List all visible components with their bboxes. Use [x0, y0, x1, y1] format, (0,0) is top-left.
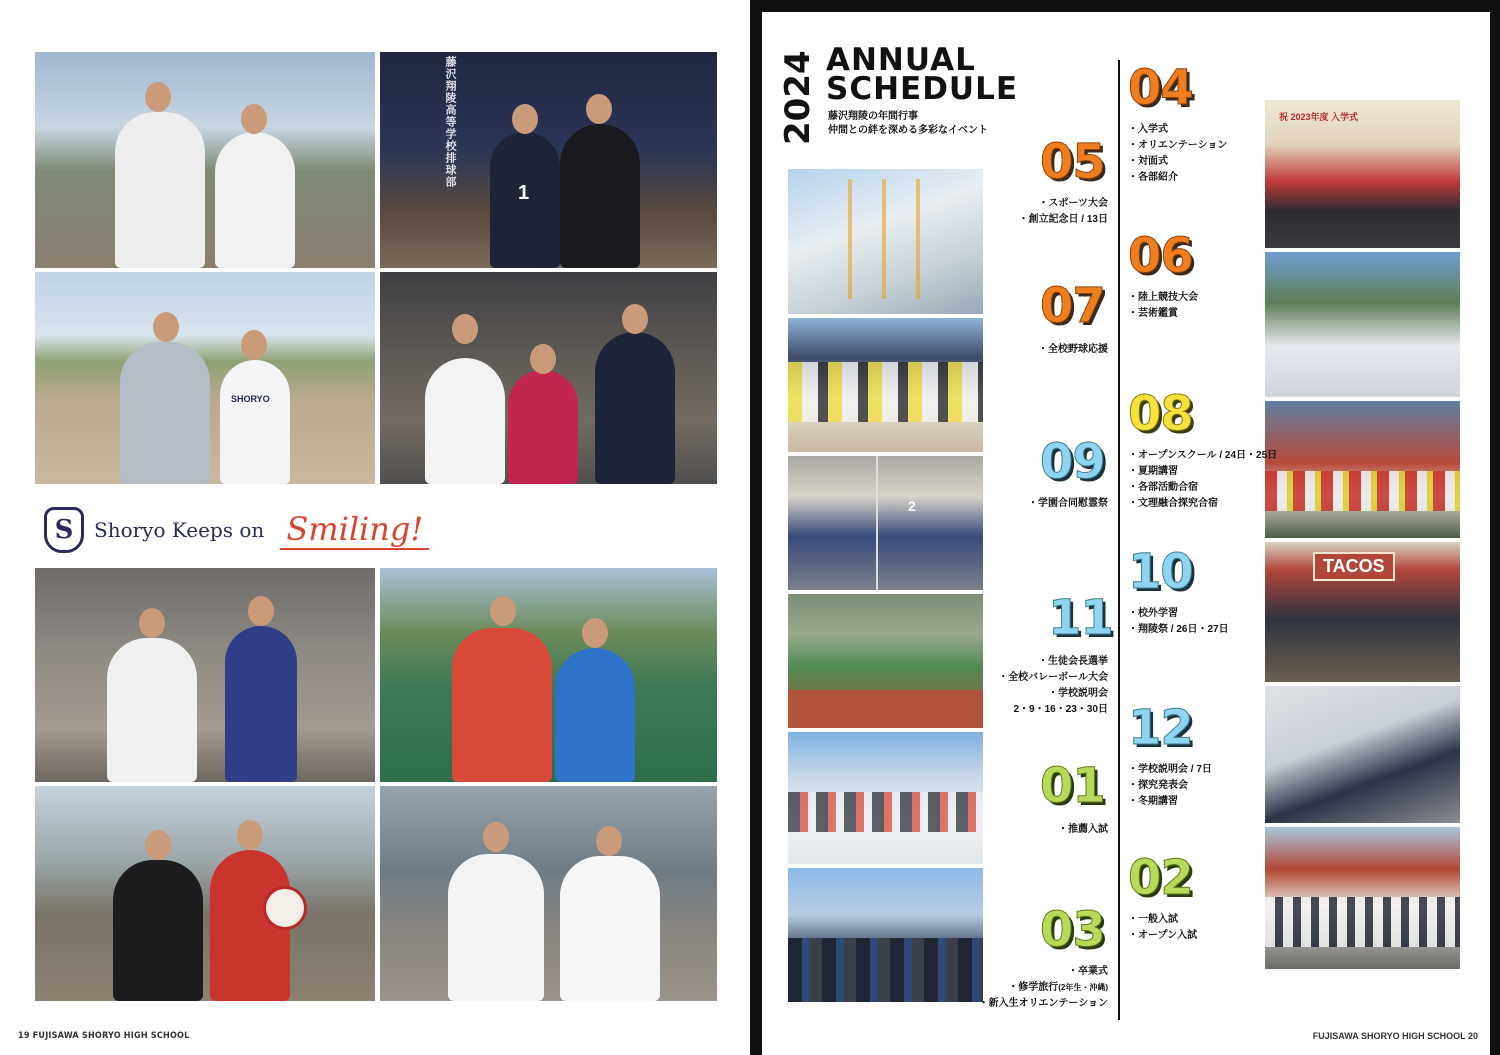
- person-coach: [115, 112, 205, 268]
- event-item: ・ 芸術鑑賞: [1128, 306, 1198, 322]
- photo-graduation: [788, 868, 983, 1002]
- event-item: ・ スポーツ大会: [1019, 196, 1108, 212]
- person-head: [237, 820, 263, 850]
- event-item: ・ 創立記念日 / 13日: [1019, 212, 1108, 228]
- event-item: ・ 陸上競技大会: [1128, 290, 1198, 306]
- person-head: [153, 312, 179, 342]
- timeline-line: [1118, 60, 1120, 1020]
- person-athlete: [220, 360, 290, 484]
- event-item: ・ 冬期講習: [1128, 794, 1212, 810]
- event-item: ・ オープンスクール / 24日・25日: [1128, 448, 1277, 464]
- track-lane: [788, 690, 983, 728]
- event-trip-note: (2年生・沖縄): [1058, 983, 1108, 992]
- photo-table-tennis: [380, 272, 717, 484]
- events-02: [1128, 912, 1197, 944]
- event-item: ・ 対面式: [1128, 154, 1227, 170]
- person-coach: [452, 628, 552, 782]
- month-11: 11: [1048, 590, 1113, 646]
- person-head: [490, 596, 516, 626]
- school-logo-icon: S: [44, 507, 84, 553]
- person-head: [145, 82, 171, 112]
- event-item: ・ 全校バレーボール大会: [998, 670, 1108, 686]
- person-coach: [120, 342, 210, 484]
- slogan-script-word: Smiling!: [280, 510, 429, 550]
- event-item: ・ オリエンテーション: [1128, 138, 1227, 154]
- person-head: [483, 822, 509, 852]
- person-player: [555, 648, 635, 782]
- photo-volleyball: [380, 52, 717, 268]
- events-05: [1019, 196, 1108, 228]
- person-head: [622, 304, 648, 334]
- person-athlete: [560, 856, 660, 1001]
- event-item: ・ 入学式: [1128, 122, 1227, 138]
- right-page: [762, 12, 1490, 1055]
- tacos-sign: TACOS: [1313, 552, 1395, 581]
- photo-ski-trip: [788, 732, 983, 864]
- month-02: 02: [1128, 850, 1193, 906]
- events-09: [1028, 496, 1108, 512]
- event-item-dates: 2・9・16・23・30日: [1013, 704, 1108, 715]
- shirt-text: SHORYO: [231, 394, 270, 404]
- person-coach: [425, 358, 505, 484]
- event-trip-label: 修学旅行: [1018, 982, 1059, 993]
- photo-entrance-ceremony: [1265, 100, 1460, 248]
- month-01: 01: [1040, 758, 1105, 814]
- photo-track-meet: [788, 594, 983, 728]
- person-coach: [113, 860, 203, 1001]
- player-number: 2: [908, 498, 916, 514]
- events-03: [979, 964, 1108, 1012]
- photo-classroom-tablet: [1265, 686, 1460, 823]
- group-pattern: [788, 792, 983, 832]
- person-head: [241, 330, 267, 360]
- person-head: [530, 344, 556, 374]
- month-09: 09: [1040, 434, 1105, 490]
- schedule-year: 2024: [778, 50, 818, 146]
- events-11: [998, 654, 1108, 718]
- event-item: ・ 学園合同慰霊祭: [1028, 496, 1108, 512]
- events-08: [1128, 448, 1277, 512]
- events-12: [1128, 762, 1212, 810]
- month-03: 03: [1040, 902, 1105, 958]
- photo-soccer: [35, 786, 375, 1001]
- person-head: [248, 596, 274, 626]
- photo-judo: [380, 786, 717, 1001]
- event-item: ・ 翔陵祭 / 26日・27日: [1128, 622, 1229, 638]
- person-coach: [448, 854, 544, 1001]
- person-player: [508, 370, 578, 484]
- photo-soccer-team: [1265, 401, 1460, 538]
- crowd-pattern: [788, 362, 983, 422]
- month-05: 05: [1040, 134, 1105, 190]
- photo-volleyball-tournament: [788, 456, 983, 590]
- person-athlete: [225, 626, 297, 782]
- event-item: ・ 推薦入試: [1058, 822, 1108, 838]
- schedule-title: [826, 42, 1019, 107]
- person-player: [215, 132, 295, 268]
- events-04: [1128, 122, 1227, 186]
- person-head: [596, 826, 622, 856]
- person-head: [241, 104, 267, 134]
- event-item: ・ 各部紹介: [1128, 170, 1227, 186]
- students-pattern: [1265, 897, 1460, 947]
- schedule-subtitle: [828, 110, 988, 138]
- person-coach: [595, 332, 675, 484]
- event-item: ・ 新入生オリエンテーション: [979, 996, 1108, 1012]
- events-01: [1058, 822, 1108, 838]
- net-pole: [876, 456, 878, 590]
- person-head: [139, 608, 165, 638]
- photo-tennis: [380, 568, 717, 782]
- event-item: ・ 生徒会長選挙: [998, 654, 1108, 670]
- event-item: ・ 探究発表会: [1128, 778, 1212, 794]
- event-item: ・ オープン入試: [1128, 928, 1197, 944]
- month-12: 12: [1128, 700, 1193, 756]
- title-line-1: ANNUAL: [826, 42, 976, 78]
- photo-sports-day: [1265, 252, 1460, 397]
- jersey-number: 1: [518, 182, 530, 204]
- event-item-trip: ・修学旅行(2年生・沖縄): [1008, 982, 1108, 993]
- ceremony-sign: 祝 2023年度 入学式: [1279, 112, 1359, 122]
- person-head: [582, 618, 608, 648]
- photo-baseball: [35, 52, 375, 268]
- person-head: [512, 104, 538, 134]
- window-pattern: [818, 179, 938, 299]
- photo-track: [35, 272, 375, 484]
- photo-school-festival: [1265, 542, 1460, 682]
- photo-baseball-cheering: [788, 318, 983, 452]
- person-coach: [560, 124, 640, 268]
- team-pattern: [1265, 471, 1460, 511]
- person-head: [145, 830, 171, 860]
- events-07: [1038, 342, 1108, 358]
- event-item: ・ 文理融合探究合宿: [1128, 496, 1277, 512]
- graduates-pattern: [788, 938, 983, 1002]
- event-item: ・ 一般入試: [1128, 912, 1197, 928]
- event-item: ・ 校外学習: [1128, 606, 1229, 622]
- photo-gymnastics: [35, 568, 375, 782]
- event-item: ・ 全校野球応援: [1038, 342, 1108, 358]
- photo-okinawa-trip: [1265, 827, 1460, 969]
- page-footer: 19 FUJISAWA SHORYO HIGH SCHOOL: [18, 1031, 190, 1041]
- events-10: [1128, 606, 1229, 638]
- person-head: [452, 314, 478, 344]
- event-item: ・ 学校説明会 / 7日: [1128, 762, 1212, 778]
- soccer-ball-icon: [263, 886, 307, 930]
- banner-text: 藤沢翔陵高等学校排球部: [444, 56, 456, 188]
- events-06: [1128, 290, 1198, 322]
- photo-school-building: [788, 169, 983, 314]
- event-item: ・ 学校説明会: [998, 686, 1108, 702]
- month-08: 08: [1128, 386, 1193, 442]
- slogan: [44, 505, 429, 555]
- person-coach: [107, 638, 197, 782]
- month-10: 10: [1128, 544, 1193, 600]
- person-head: [586, 94, 612, 124]
- page-footer: FUJISAWA SHORYO HIGH SCHOOL 20: [1312, 1031, 1478, 1041]
- subtitle-line-2: 仲間との絆を深める多彩なイベント: [828, 125, 988, 136]
- month-04: 04: [1128, 60, 1193, 116]
- month-06: 06: [1128, 228, 1193, 284]
- month-07: 07: [1040, 278, 1105, 334]
- slogan-text: Shoryo Keeps on: [94, 518, 265, 542]
- subtitle-line-1: 藤沢翔陵の年間行事: [828, 111, 918, 122]
- event-item: ・ 各部活動合宿: [1128, 480, 1277, 496]
- event-item: ・ 夏期講習: [1128, 464, 1277, 480]
- title-line-2: SCHEDULE: [826, 71, 1019, 107]
- event-item: ・ 卒業式: [979, 964, 1108, 980]
